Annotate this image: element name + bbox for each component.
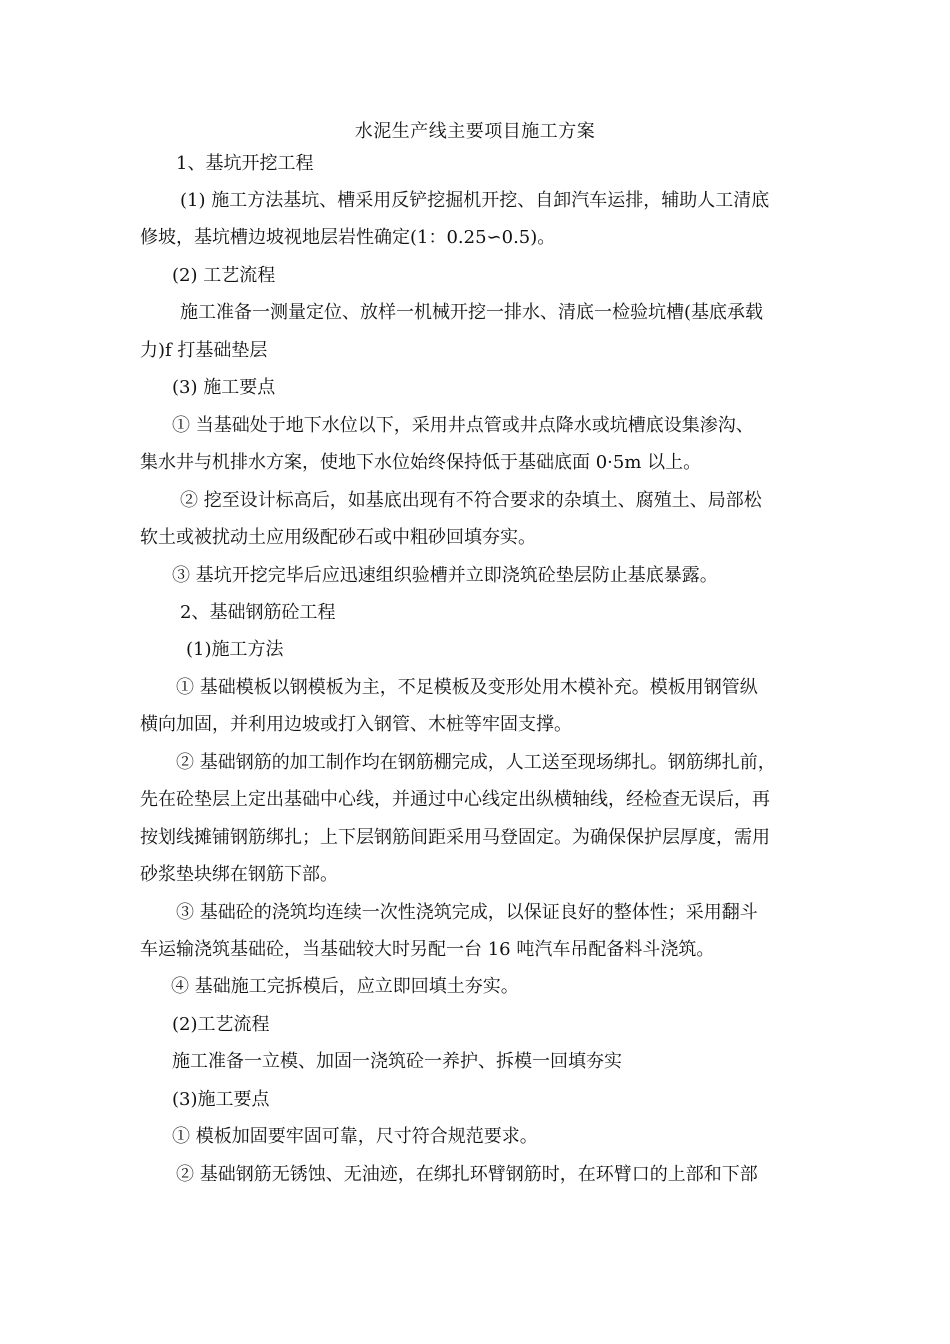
paragraph-line: 先在砼垫层上定出基础中心线，并通过中心线定出纵横轴线，经检查无误后，再 (140, 789, 770, 810)
paragraph-line: 横向加固，并利用边坡或打入钢管、木桩等牢固支撑。 (140, 714, 572, 735)
subsection-heading: (2)工艺流程 (172, 1014, 270, 1035)
paragraph-line: 砂浆垫块绑在钢筋下部。 (140, 864, 338, 885)
paragraph-line: 集水井与机排水方案，使地下水位始终保持低于基础底面 0·5m 以上。 (140, 452, 702, 473)
paragraph-line: ② 挖至设计标高后，如基底出现有不符合要求的杂填土、腐殖土、局部松 (180, 490, 762, 511)
document-title: 水泥生产线主要项目施工方案 (354, 121, 596, 142)
subsection-heading: (3)施工要点 (172, 1089, 270, 1110)
paragraph-line: 修坡，基坑槽边坡视地层岩性确定(1：0.25∽0.5)。 (140, 227, 556, 248)
section-heading: 2、基础钢筋砼工程 (180, 602, 336, 623)
paragraph-line: ① 基础模板以钢模板为主，不足模板及变形处用木模补充。模板用钢管纵 (176, 677, 758, 698)
paragraph-line: ④ 基础施工完拆模后，应立即回填土夯实。 (171, 976, 519, 997)
paragraph-line: ① 模板加固要牢固可靠，尺寸符合规范要求。 (172, 1126, 538, 1147)
paragraph-line: ② 基础钢筋的加工制作均在钢筋棚完成，人工送至现场绑扎。钢筋绑扎前， (176, 752, 776, 773)
paragraph-line: ① 当基础处于地下水位以下，采用井点管或井点降水或坑槽底设集渗沟、 (172, 415, 754, 436)
paragraph-line: (1) 施工方法基坑、槽采用反铲挖掘机开挖、自卸汽车运排，辅助人工清底 (180, 190, 770, 211)
paragraph-line: 软土或被扰动土应用级配砂石或中粗砂回填夯实。 (140, 527, 536, 548)
paragraph-line: 施工准备一测量定位、放样一机械开挖一排水、清底一检验坑槽(基底承载 (180, 302, 764, 323)
section-heading: 1、基坑开挖工程 (176, 153, 314, 174)
subsection-heading: (1)施工方法 (186, 639, 284, 660)
subsection-heading: (2) 工艺流程 (172, 265, 276, 286)
paragraph-line: ③ 基础砼的浇筑均连续一次性浇筑完成，以保证良好的整体性；采用翻斗 (176, 902, 758, 923)
paragraph-line: 车运输浇筑基础砼，当基础较大时另配一台 16 吨汽车吊配备料斗浇筑。 (140, 939, 715, 960)
paragraph-line: ② 基础钢筋无锈蚀、无油迹，在绑扎环臂钢筋时，在环臂口的上部和下部 (176, 1164, 758, 1185)
paragraph-line: ③ 基坑开挖完毕后应迅速组织验槽并立即浇筑砼垫层防止基底暴露。 (172, 565, 718, 586)
subsection-heading: (3) 施工要点 (172, 377, 276, 398)
paragraph-line: 按划线摊铺钢筋绑扎；上下层钢筋间距采用马登固定。为确保保护层厚度，需用 (140, 827, 770, 848)
paragraph-line: 施工准备一立模、加固一浇筑砼一养护、拆模一回填夯实 (172, 1051, 622, 1072)
paragraph-line: 力)f 打基础垫层 (140, 340, 268, 361)
